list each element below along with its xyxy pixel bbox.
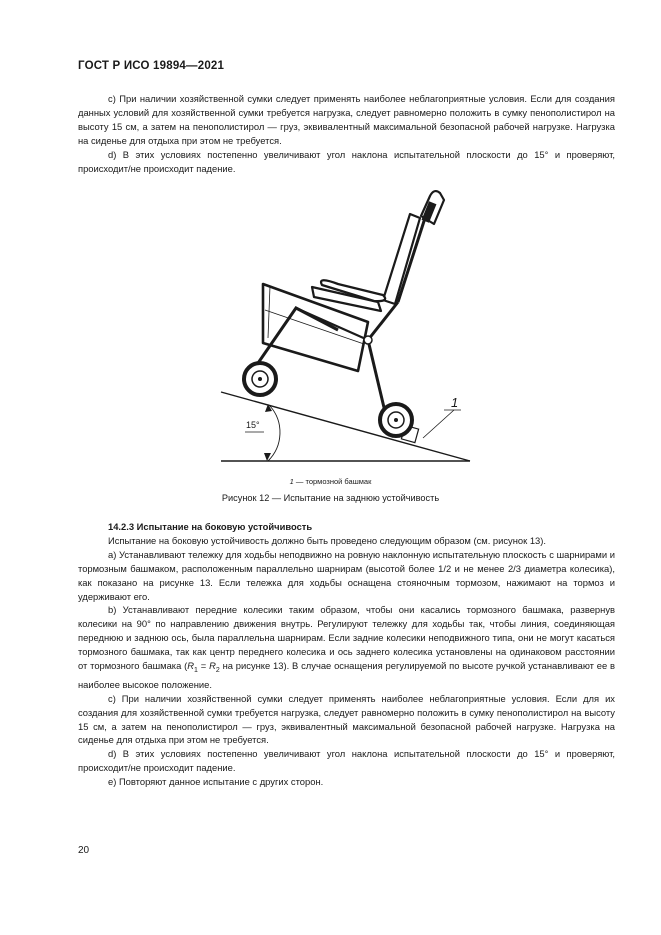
paragraph-a: а) Устанавливают тележку для ходьбы неподвижно на ровную наклонную испытательную плоскость с шарнирами и тормозным башмаком, расположенным параллельно шарнирам (высотой более 1/2 и не менее 2/3 диаметра колесика), как показано на рисунке 13. Если тележка для ходьбы оснащена стояночным тормозом, нажимают на тормоз и удерживают его.: [78, 548, 615, 602]
document-header: ГОСТ Р ИСО 19894—2021: [78, 60, 225, 72]
paragraph-c-top: с) При наличии хозяйственной сумки следует применять наиболее неблагоприятные условия. Если для создания данных условий для хозяйственной сумки требуется нагрузка, следует равномерно положить в сумку пенополистирол на высоту 15 см, а затем на пенополистирол — груз, эквивалентный максимальной безопасной рабочей нагрузке. Нагрузка на сиденье для отдыха при этом не требуется.: [78, 93, 615, 146]
section-intro: Испытание на боковую устойчивость должно быть проведено следующим образом (см. рисунок 13).: [108, 534, 546, 546]
section-heading: 14.2.3 Испытание на боковую устойчивость: [108, 521, 313, 532]
paragraph-d-top: d) В этих условиях постепенно увеличивают угол наклона испытательной плоскости до 15° и проверяют, происходит/не происходит падение.: [78, 148, 615, 174]
paragraph-d: d) В этих условиях постепенно увеличивают угол наклона испытательной плоскости до 15° и проверяют, происходит/не происходит падение.: [78, 748, 615, 774]
angle-label: 15°: [246, 420, 260, 430]
legend-number: 1: [289, 477, 294, 486]
page-number: 20: [78, 845, 90, 856]
frame-joint: [364, 336, 372, 344]
paragraph-b: b) Устанавливают передние колесики таким образом, чтобы они касались тормозного башмака, развернув колесики на 90° по направлению движения внутрь. Регулируют тележку для ходьбы так, чтобы линия, соединяющая переднюю и заднюю ось, была параллельна шарнирам. Если задние колесики неподвижного типа, они не могут касаться тормозного башмака, так как центр переднего колесика и ось заднего колесика установлены на одинаковом расстоянии от тормозного башмака ($R_1 = R_2$ на рисунке 13). В случае оснащения регулируемой по высоте ручкой устанавливают ее в наиболее высокое положение.: [78, 604, 615, 690]
paragraph-c: с) При наличии хозяйственной сумки следует применять наиболее неблагоприятные условия. Если для их создания для хозяйственной сумки требуется нагрузка, следует равномерно положить в сумку пенополистирол на высоту 15 см, а затем на пенополистирол — груз, эквивалентный максимальной безопасной рабочей нагрузке. Нагрузка на сиденье для отдыха при этом не требуется.: [78, 692, 615, 746]
stroller-incline-drawing: [218, 180, 478, 465]
paragraph-e: е) Повторяют данное испытание с других сторон.: [108, 776, 324, 788]
front-wheel: [380, 404, 412, 436]
top-text-block: [78, 92, 615, 175]
angle-arc: [268, 406, 280, 461]
front-leg: [368, 302, 398, 416]
legend-text: — тормозной башмак: [293, 477, 372, 486]
callout-leader: [423, 410, 454, 438]
figure-rear-stability-test: [218, 180, 478, 465]
figure-legend: [0, 477, 661, 486]
section-text-block: [78, 520, 615, 789]
rear-wheel: [244, 363, 276, 395]
figure-caption: Рисунок 12 — Испытание на заднюю устойчивость: [221, 493, 440, 503]
callout-label: 1: [451, 395, 459, 410]
angle-arrow-bottom: [264, 453, 271, 461]
